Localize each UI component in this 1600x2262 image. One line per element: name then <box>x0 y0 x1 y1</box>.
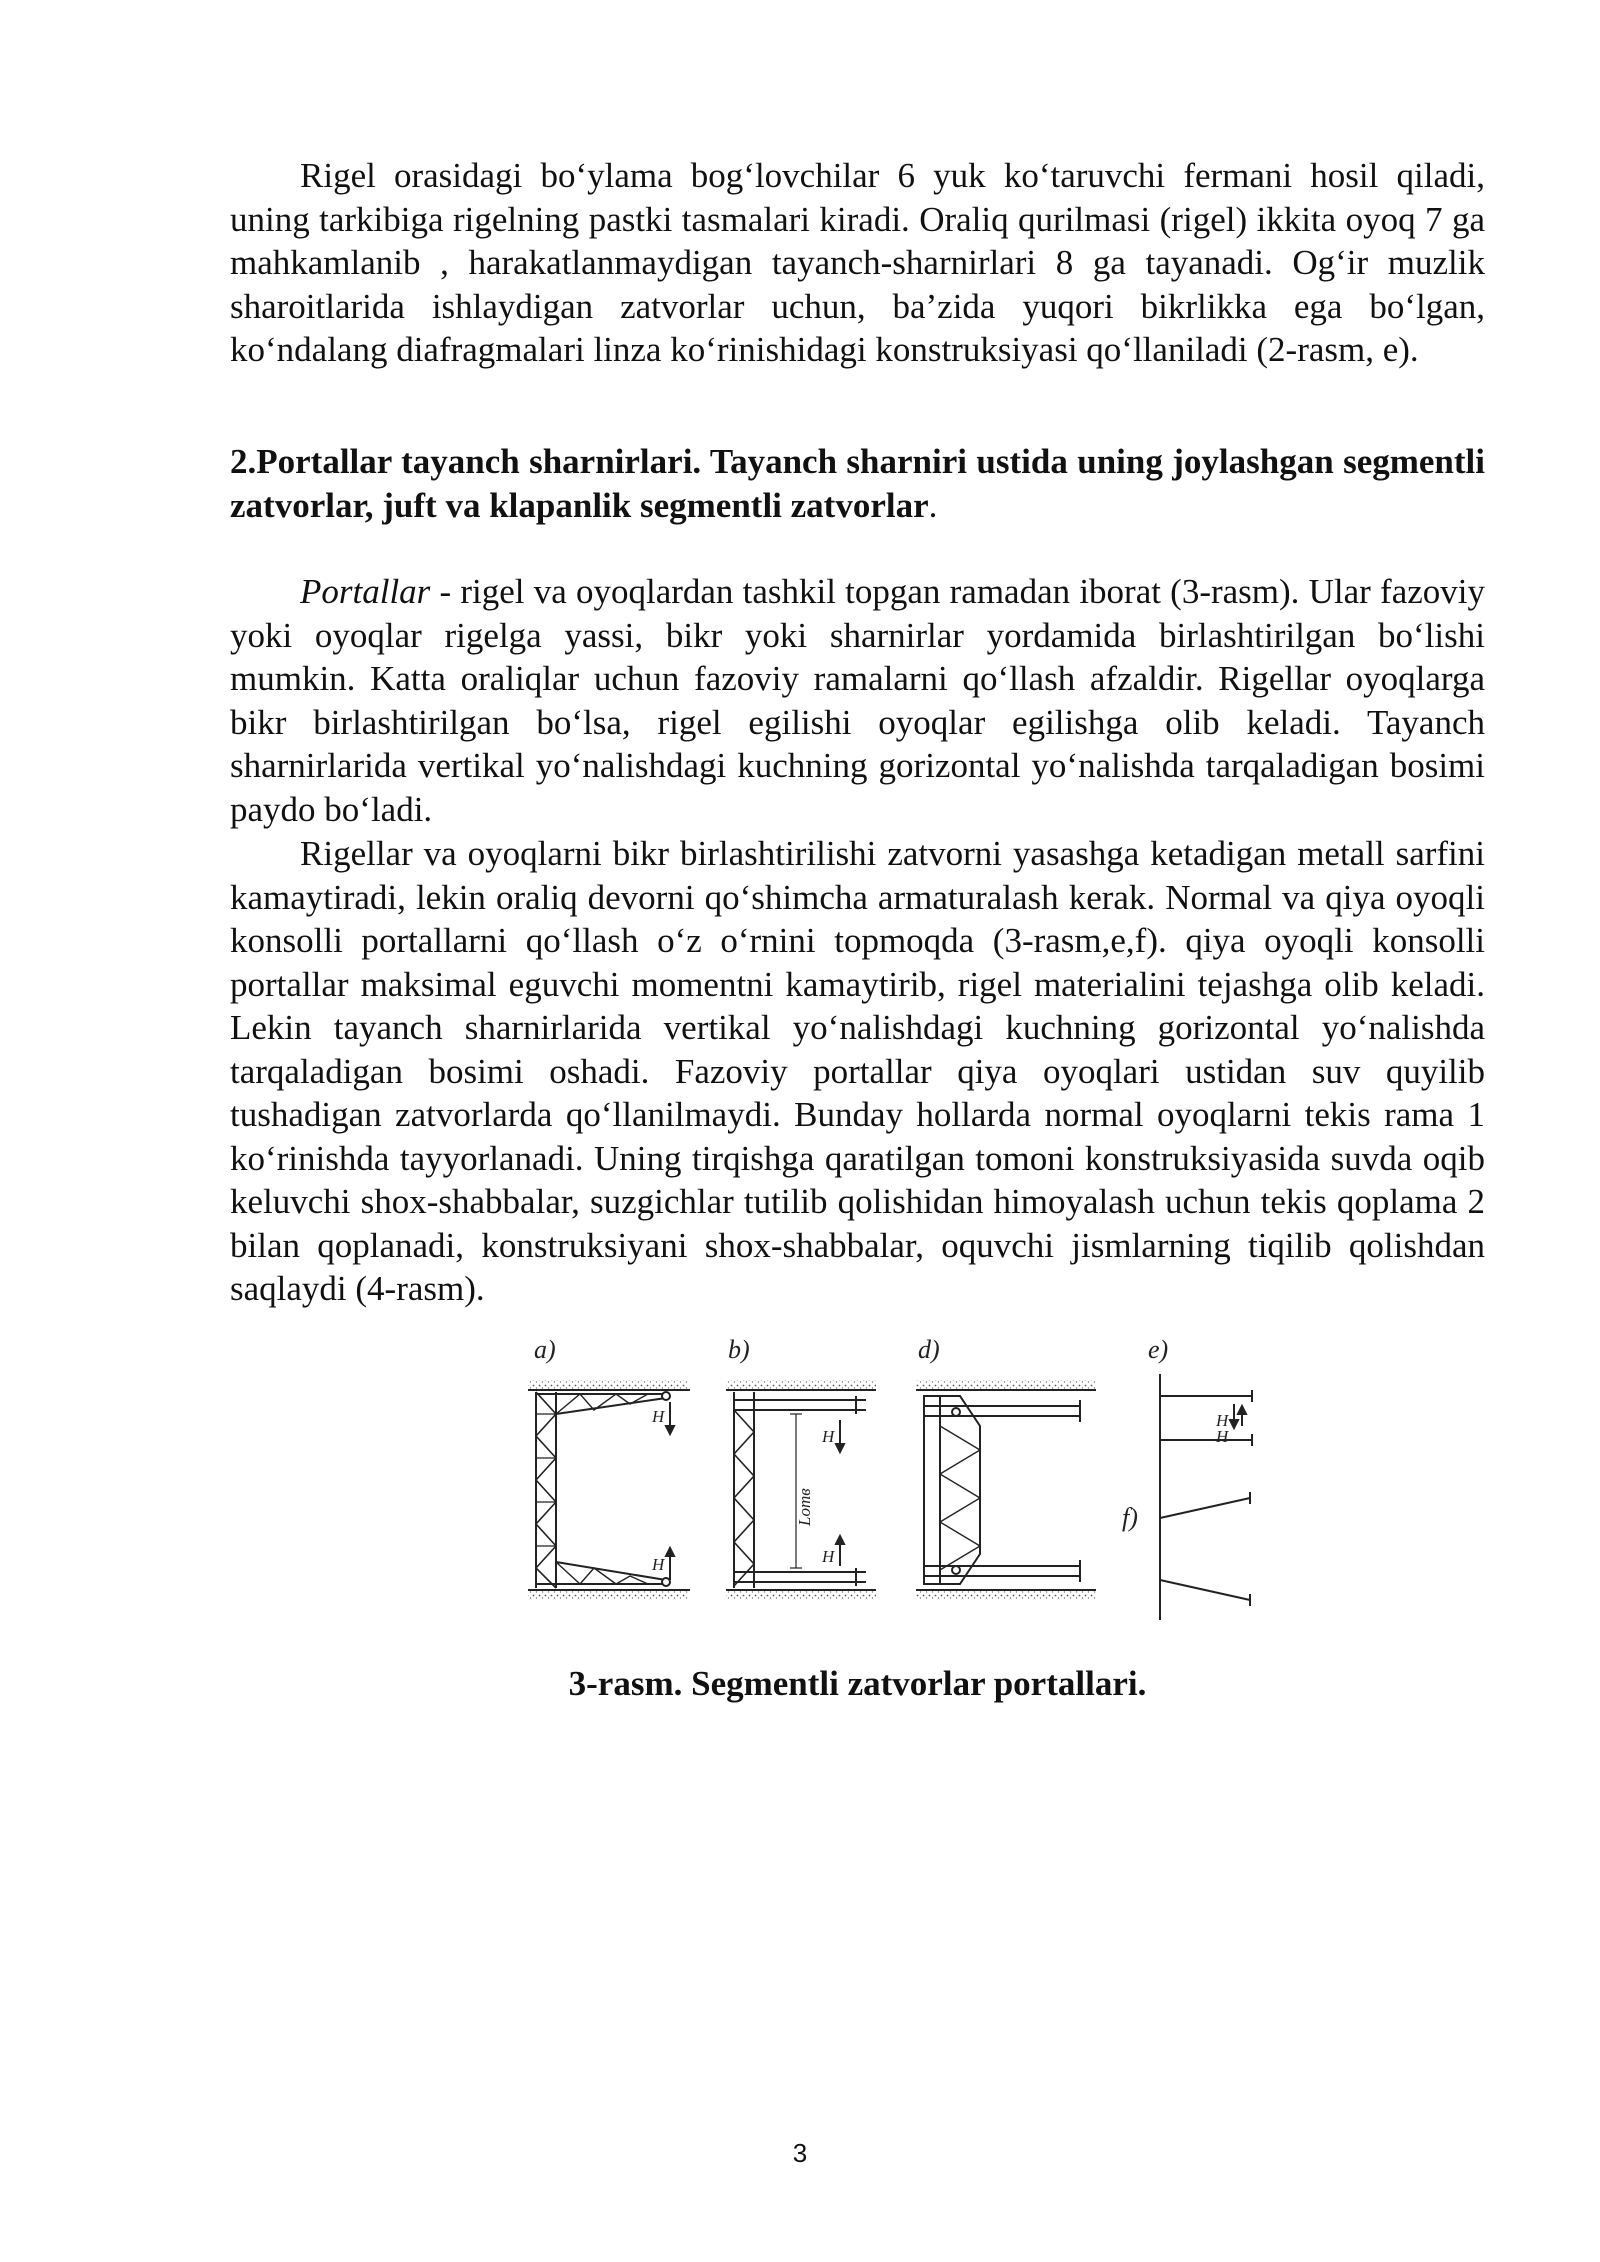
force-h-b-top: H <box>822 1427 835 1446</box>
portal-drawing <box>520 1330 1260 1630</box>
paragraph-rigellar: Rigellar va oyoqlarni bikr birlashtirilishi zatvorni yasashga ketadigan metall sarfini kamaytiradi, lekin oraliq devorni qo‘shimcha armaturalash kerak. Normal va qiya oyoqli konsolli portallarni qo‘llash o‘z o‘rnini topmoqda (3-rasm,e,f). qiya oyoqli konsolli portallar maksimal eguvchi momentni kamaytirib, rigel materialini tejashga olib keladi. Lekin tayanch sharnirlarida vertikal yo‘nalishdagi kuchning gorizontal yo‘nalishda tarqaladigan bosimi oshadi. Fazoviy portallar qiya oyoqlari ustidan suv quyilib tushadigan zatvorlarda qo‘llanilmaydi. Bunday hollarda normal oyoqlarni tekis rama 1 ko‘rinishda tayyorlanadi. Uning tirqishga qaratilgan tomoni konstruksiyasida suvda oqib keluvchi shox-shabbalar, suzgichlar tutilib qolishidan himoyalash uchun tekis qoplama 2 bilan qoplanadi, konstruksiyani shox-shabbalar, oquvchi jismlarning tiqilib qolishdan saqlaydi (4-rasm). <box>230 834 1485 1308</box>
force-h-e-bottom: H <box>1216 1427 1229 1446</box>
figure-caption: 3-rasm. Segmentli zatvorlar portallari. <box>568 1664 1147 1703</box>
portal-e-f <box>1160 1374 1252 1620</box>
paragraph-rigel: Rigel orasidagi bo‘ylama bog‘lovchilar 6 yuk ko‘taruvchi fermani hosil qiladi, uning tarkibiga rigelning pastki tasmalari kiradi. Oraliq qurilmasi (rigel) ikkita oyoq 7 ga mahkamlanib , harakatlanmaydigan tayanch-sharnirlari 8 ga tayanadi. Og‘ir muzlik sharoitlarida ishlaydigan zatvorlar uchun, ba’zida yuqori bikrlikka ega bo‘lgan, ko‘ndalang diafragmalari linza ko‘rinishidagi konstruksiyasi qo‘llaniladi (2-rasm, e). <box>230 156 1485 369</box>
paragraph-portallar <box>230 570 1485 831</box>
section-heading-end: . <box>928 485 938 525</box>
label-e: e) <box>1148 1335 1169 1364</box>
portal-d <box>916 1380 1096 1600</box>
force-h-b-bottom: H <box>822 1547 835 1566</box>
section-heading <box>230 440 1485 527</box>
term-portallar: Portallar <box>300 572 431 611</box>
label-d: d) <box>918 1335 940 1364</box>
paragraph-portallar-text: - rigel va oyoqlardan tashkil topgan ramadan iborat (3-rasm). Ular fazoviy yoki oyoqlar rigelga yassi, bikr yoki sharnirlar yordamida birlashtirilgan bo‘lishi mumkin. Katta oraliqlar uchun fazoviy ramalarni qo‘llash afzaldir. Rigellar oyoqlarga bikr birlashtirilgan bo‘lsa, rigel egilishi oyoqlar egilishga olib keladi. Tayanch sharnirlarida vertikal yo‘nalishdagi kuchning gorizontal yo‘nalishda tarqaladigan bosimi paydo bo‘ladi. <box>230 572 1485 829</box>
section-heading-text: 2.Portallar tayanch sharnirlari. Tayanch sharniri ustida uning joylashgan segmentli zatvorlar, juft va klapanlik segmentli zatvorlar <box>230 442 1485 525</box>
force-h-a-bottom: H <box>652 1555 665 1574</box>
label-b: b) <box>728 1335 750 1364</box>
portal-a <box>528 1380 690 1600</box>
label-a: a) <box>534 1335 556 1364</box>
page-number: 3 <box>792 2138 808 2168</box>
force-h-e-top: H <box>1216 1411 1229 1430</box>
span-label: Lотв <box>795 1488 814 1526</box>
portal-figure <box>520 1330 1260 1630</box>
force-h-a-top: H <box>652 1407 665 1426</box>
label-f: f) <box>1122 1503 1138 1532</box>
